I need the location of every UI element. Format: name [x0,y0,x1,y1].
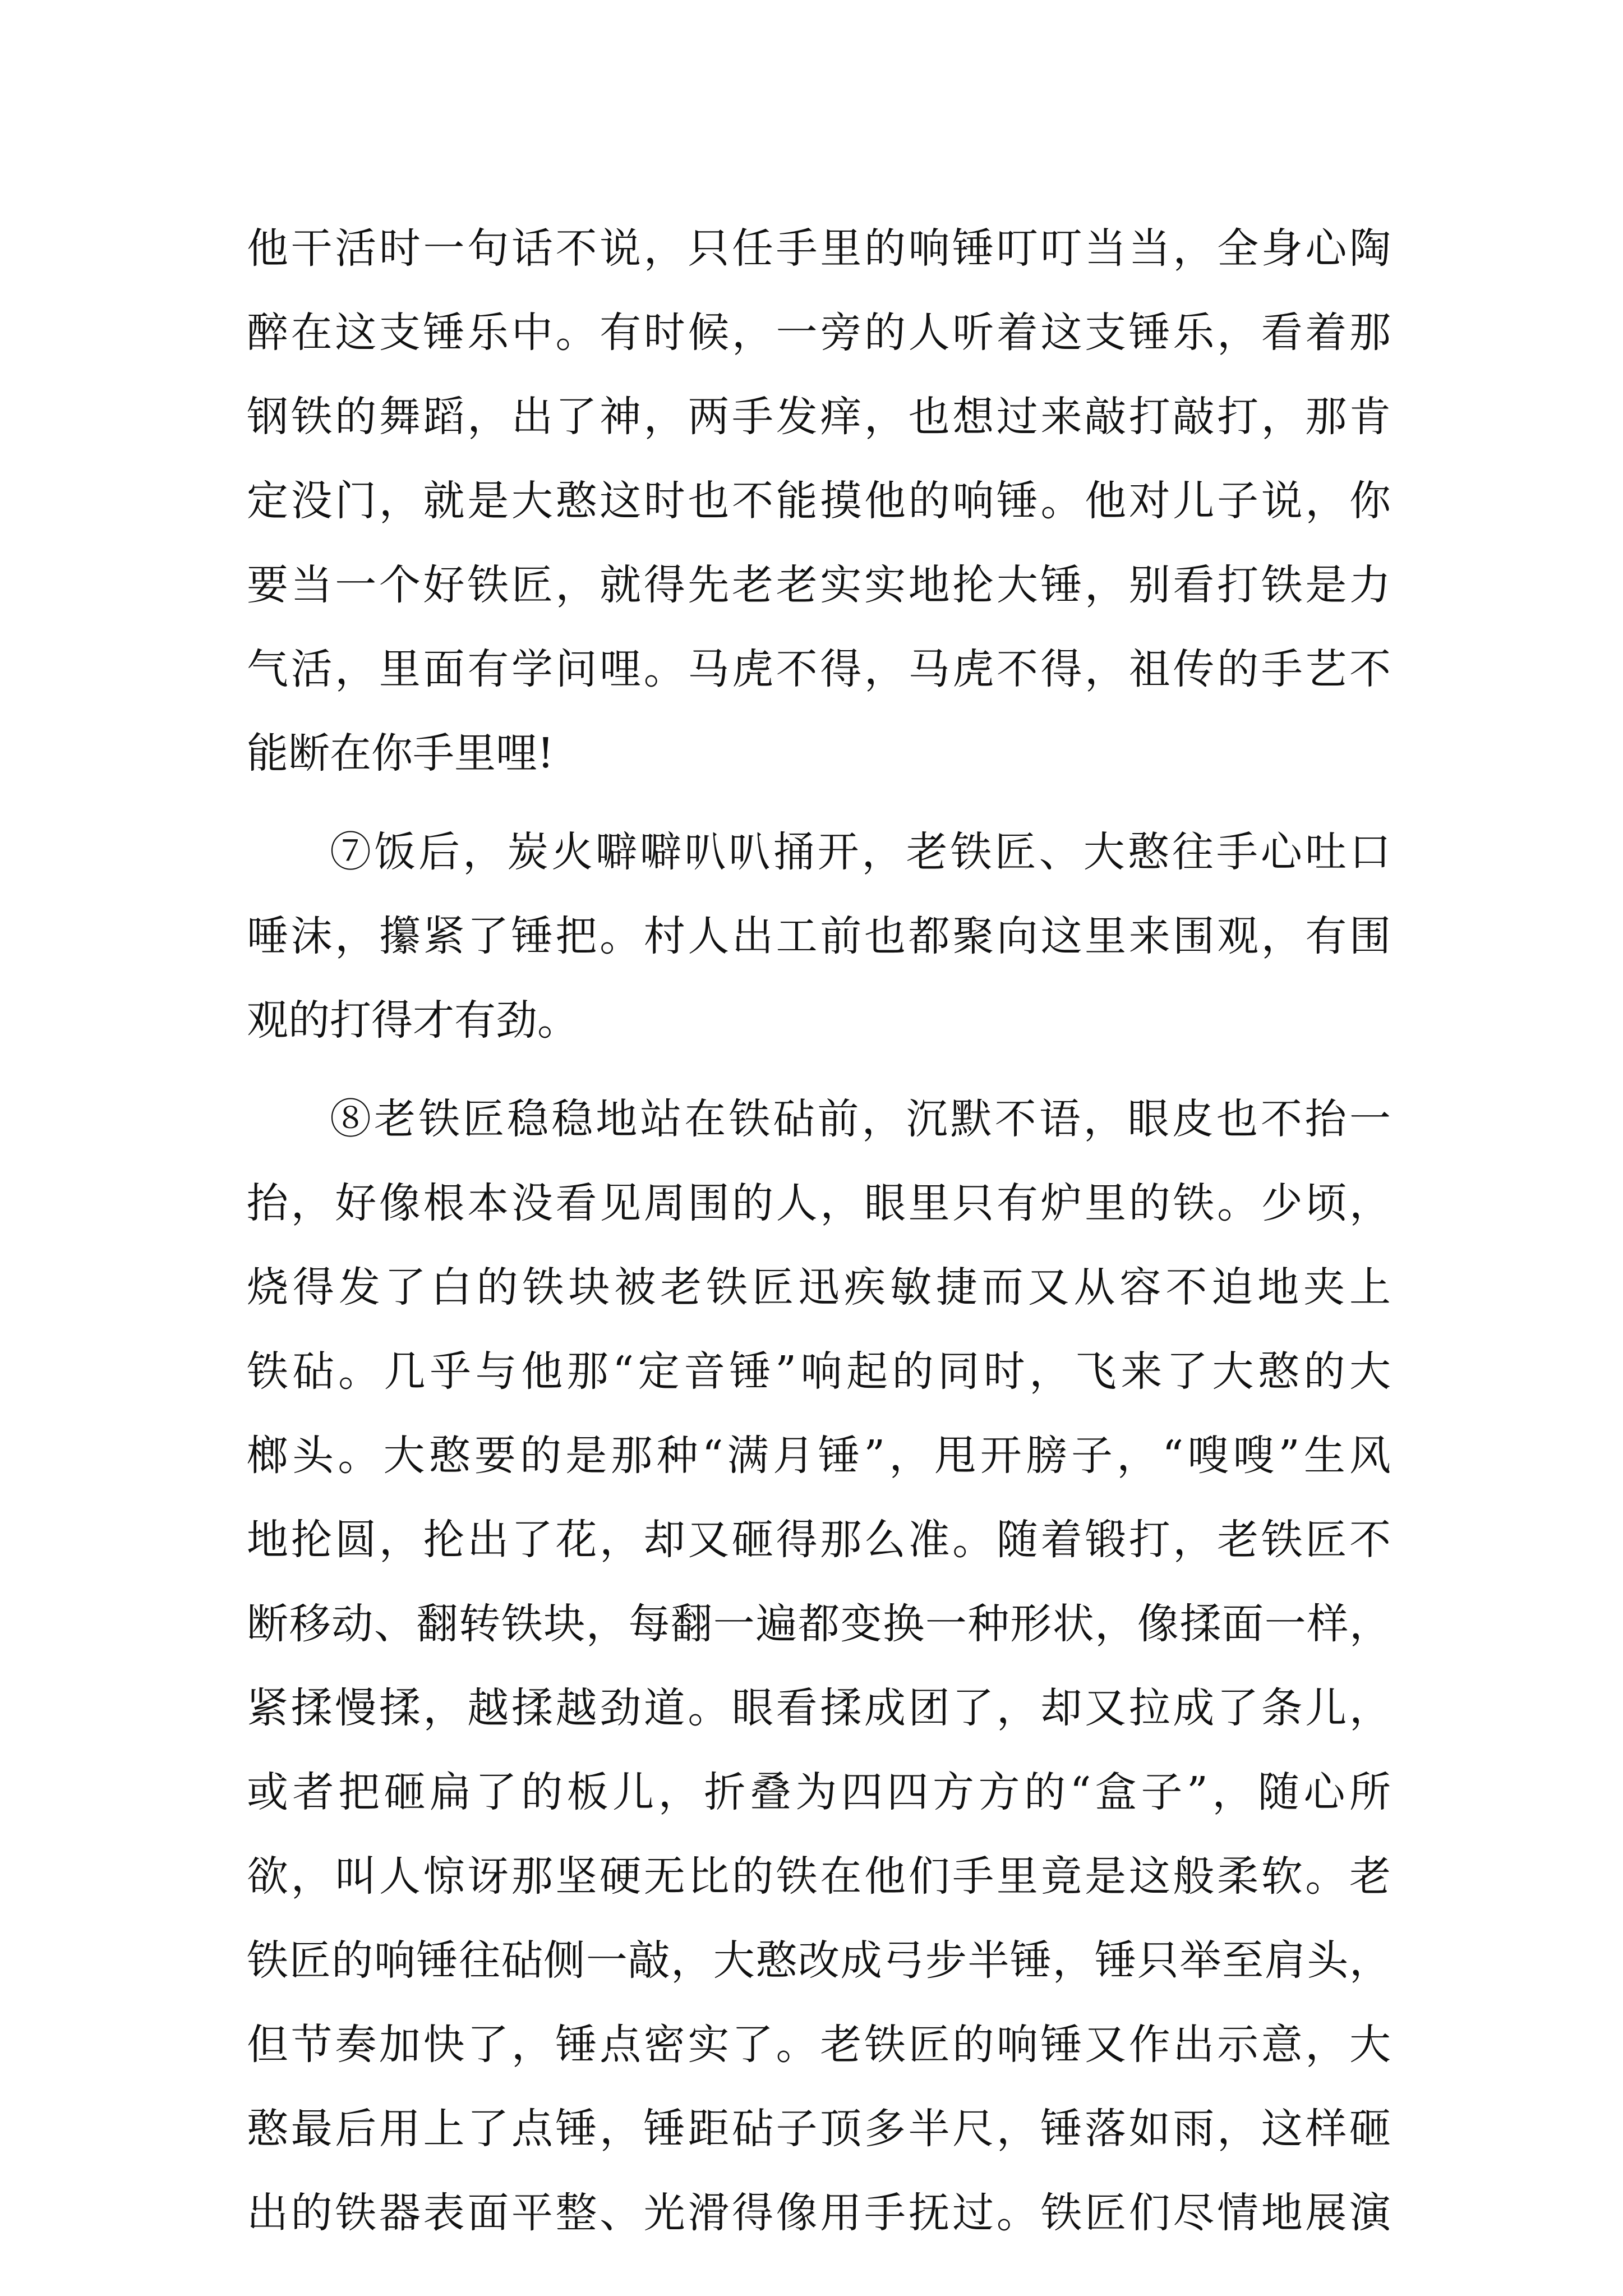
text-line: 紧揉慢揉，越揉越劲道。眼看揉成团了，却又拉成了条儿， [247,1684,1391,1732]
text-line: 钢铁的舞蹈，出了神，两手发痒，也想过来敲打敲打，那肯 [247,393,1391,441]
text-line: 抬，好像根本没看见周围的人，眼里只有炉里的铁。少顷， [247,1179,1391,1227]
text-line: 唾沫，攥紧了锤把。村人出工前也都聚向这里来围观，有围 [247,912,1391,960]
text-line: 他干活时一句话不说，只任手里的响锤叮叮当当，全身心陶 [247,224,1391,273]
text-line: 铁匠的响锤往砧侧一敲，大憨改成弓步半锤，锤只举至肩头， [247,1936,1391,1985]
text-line: 出的铁器表面平整、光滑得像用手抚过。铁匠们尽情地展演 [247,2189,1391,2237]
text-line: 地抡圆，抡出了花，却又砸得那么准。随着锻打，老铁匠不 [247,1516,1391,1564]
text-line: 榔头。大憨要的是那种“满月锤”，甩开膀子，“嗖嗖”生风 [247,1432,1391,1480]
text-line: 醉在这支锤乐中。有时候，一旁的人听着这支锤乐，看着那 [247,309,1391,357]
paragraph-7 [247,810,1391,1062]
text-line: 烧得发了白的铁块被老铁匠迅疾敏捷而又从容不迫地夹上 [247,1263,1391,1312]
text-line: 憨最后用上了点锤，锤距砧子顶多半尺，锤落如雨，这样砸 [247,2105,1391,2153]
text-line: 但节奏加快了，锤点密实了。老铁匠的响锤又作出示意，大 [247,2021,1391,2069]
text-line: ⑦饭后，炭火噼噼叭叭捅开，老铁匠、大憨往手心吐口 [330,828,1391,876]
paragraph-spacer [247,1062,1391,1077]
text-line: 欲，叫人惊讶那坚硬无比的铁在他们手里竟是这般柔软。老 [247,1852,1391,1901]
text-line: ⑧老铁匠稳稳地站在铁砧前，沉默不语，眼皮也不抬一 [330,1095,1391,1143]
text-line: 气活，里面有学问哩。马虎不得，马虎不得，祖传的手艺不 [247,645,1391,693]
article-body [247,206,1391,2255]
paragraph-continuation [247,206,1391,795]
text-line: 断移动、翻转铁块，每翻一遍都变换一种形状，像揉面一样， [247,1600,1391,1648]
text-line: 观的打得才有劲。 [247,996,579,1045]
paragraph-8 [247,1077,1391,2255]
text-line: 或者把砸扁了的板儿，折叠为四四方方的“盒子”，随心所 [247,1768,1391,1816]
text-line: 能断在你手里哩! [247,729,554,777]
text-line: 定没门，就是大憨这时也不能摸他的响锤。他对儿子说，你 [247,477,1391,525]
paragraph-spacer [247,795,1391,810]
text-line: 要当一个好铁匠，就得先老老实实地抡大锤，别看打铁是力 [247,561,1391,609]
text-line: 铁砧。几乎与他那“定音锤”响起的同时，飞来了大憨的大 [247,1347,1391,1396]
